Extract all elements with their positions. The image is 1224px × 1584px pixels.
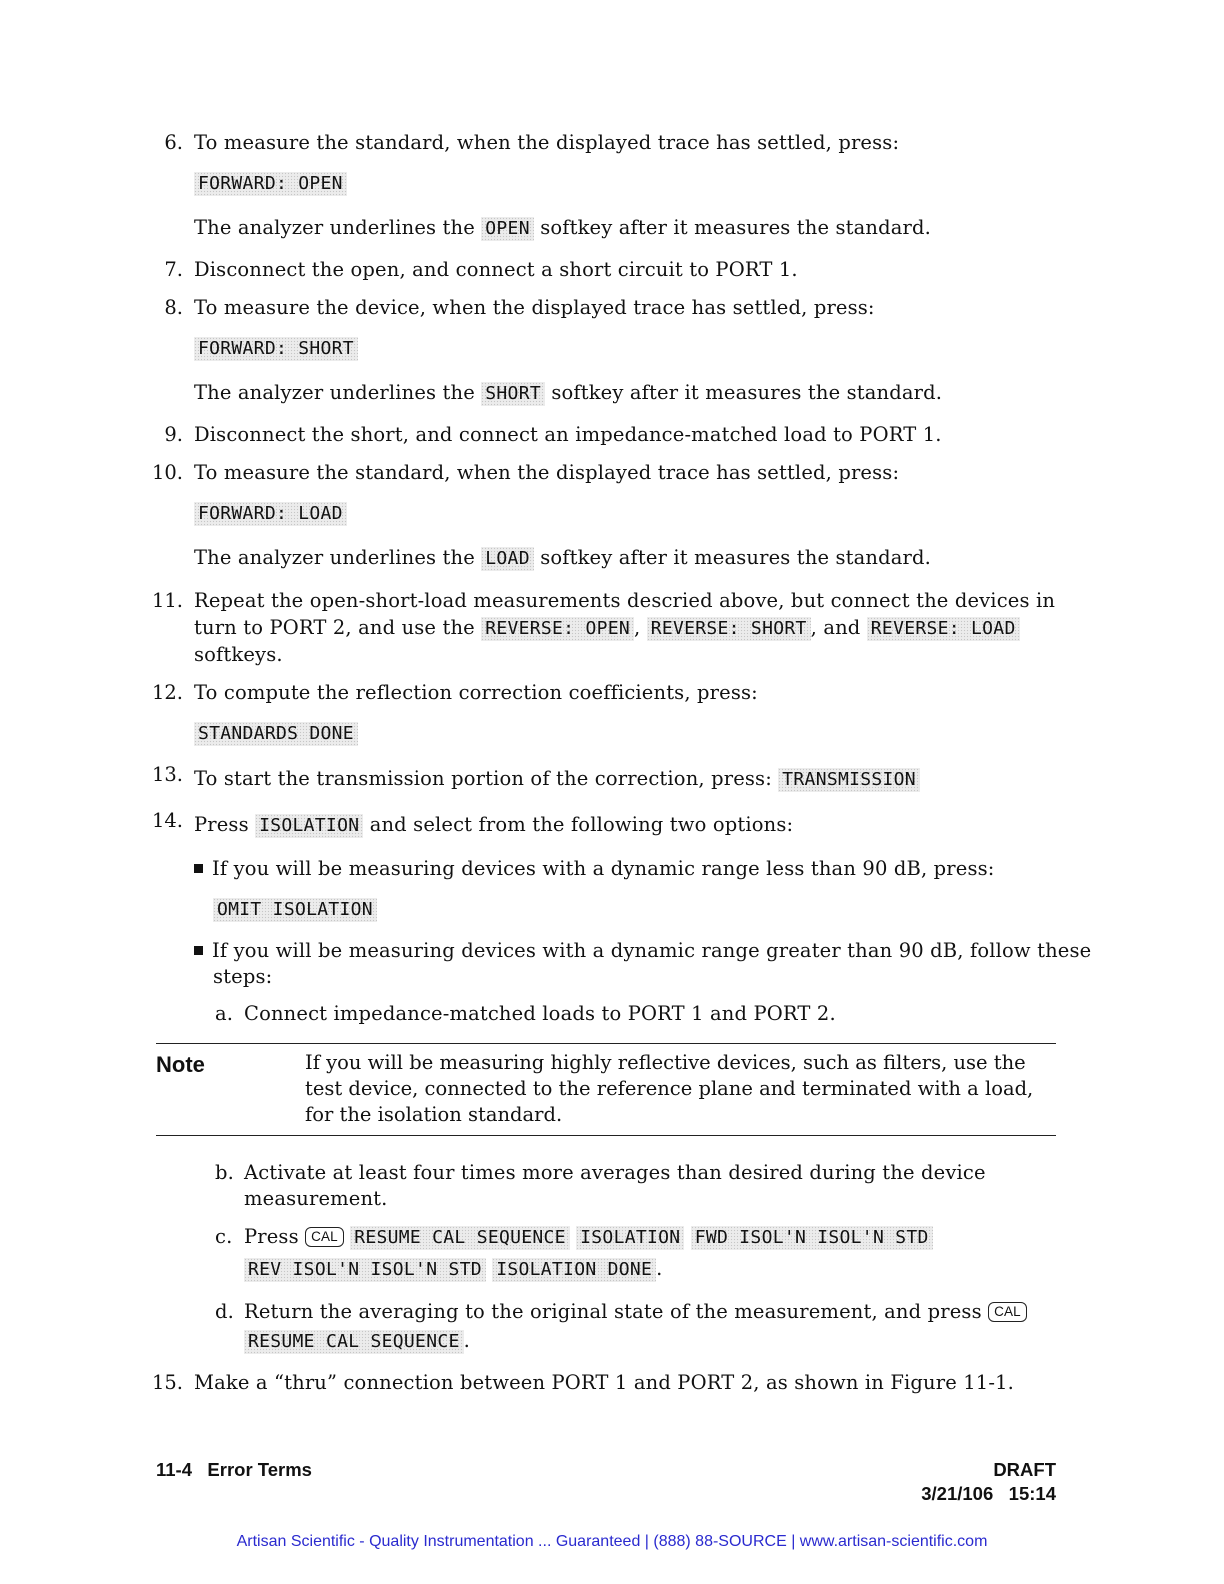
substep-b-line2: measurement.: [244, 1187, 388, 1210]
step-11-line2-pre: turn to PORT 2, and use the: [194, 616, 482, 639]
step-14-bullet-1-key-row: [213, 896, 377, 922]
step-14-bullet-2-line2: steps:: [213, 965, 273, 988]
step-9-text: Disconnect the short, and connect an impedance-matched load to PORT 1.: [194, 423, 942, 446]
softkey-reverse-load[interactable]: REVERSE: LOAD: [867, 617, 1020, 641]
softkey-resume-cal-sequence[interactable]: RESUME CAL SEQUENCE: [244, 1330, 464, 1354]
step-6-key-row: [194, 170, 347, 196]
step-15-text: Make a “thru” connection between PORT 1 and PORT 2, as shown in Figure 11-1.: [194, 1371, 1015, 1394]
step-6-number: 6.: [164, 131, 183, 154]
substep-c-pre: Press: [244, 1225, 306, 1248]
step-12-number: 12.: [151, 681, 183, 704]
draft-date: 3/21/106 15:14: [921, 1483, 1056, 1504]
substep-c-end: .: [656, 1257, 663, 1280]
step-14-pre: Press: [194, 813, 256, 836]
step-11-sep1: ,: [634, 616, 647, 639]
softkey-reverse-short[interactable]: REVERSE: SHORT: [647, 617, 811, 641]
step-10-key-row: [194, 500, 347, 526]
step-10-number: 10.: [151, 461, 183, 484]
softkey-forward-open[interactable]: FORWARD: OPEN: [194, 172, 347, 196]
step-15-number: 15.: [151, 1371, 183, 1394]
page-label: 11-4 Error Terms: [156, 1459, 312, 1480]
substep-d-line1: [244, 1299, 1027, 1325]
step-11-sep2: , and: [810, 616, 867, 639]
step-10-after-post: softkey after it measures the standard.: [533, 546, 931, 569]
step-7-text: Disconnect the open, and connect a short circuit to PORT 1.: [194, 258, 798, 281]
step-8-number: 8.: [164, 296, 183, 319]
cal-hardkey[interactable]: CAL: [305, 1227, 344, 1247]
substep-d-line2: [244, 1328, 470, 1354]
softkey-forward-short[interactable]: FORWARD: SHORT: [194, 337, 358, 361]
step-6-after-pre: The analyzer underlines the: [194, 216, 482, 239]
note-title: Note: [156, 1052, 205, 1077]
step-14-number: 14.: [151, 809, 183, 832]
step-14-bullet-1-text: If you will be measuring devices with a dynamic range less than 90 dB, press:: [212, 857, 995, 880]
softkey-isolation-done[interactable]: ISOLATION DONE: [492, 1258, 656, 1282]
note-top-rule: [156, 1043, 1056, 1044]
step-8-after: [194, 380, 942, 406]
step-13-number: 13.: [151, 763, 183, 786]
step-14-text: [194, 812, 793, 838]
note-bottom-rule: [156, 1135, 1056, 1136]
step-8-after-pre: The analyzer underlines the: [194, 381, 482, 404]
step-10-text: To measure the standard, when the displayed trace has settled, press:: [194, 461, 900, 484]
step-8-after-post: softkey after it measures the standard.: [544, 381, 943, 404]
substep-d-end: .: [463, 1329, 470, 1352]
softkey-omit-isolation[interactable]: OMIT ISOLATION: [213, 898, 377, 922]
substep-c-line1: [244, 1224, 933, 1250]
bullet-icon: [194, 946, 203, 955]
softkey-rev-isoln-std[interactable]: REV ISOL'N ISOL'N STD: [244, 1258, 486, 1282]
softkey-resume-cal-sequence[interactable]: RESUME CAL SEQUENCE: [350, 1226, 570, 1250]
softkey-standards-done[interactable]: STANDARDS DONE: [194, 722, 358, 746]
substep-a-text: Connect impedance-matched loads to PORT 1 and PORT 2.: [244, 1002, 836, 1025]
step-11-line3: softkeys.: [194, 643, 283, 666]
bullet-icon: [194, 864, 203, 873]
substep-c-line2: [244, 1256, 663, 1282]
step-12-text: To compute the reflection correction coefficients, press:: [194, 681, 758, 704]
step-10-after: [194, 545, 931, 571]
softkey-transmission[interactable]: TRANSMISSION: [778, 768, 920, 792]
note-text: If you will be measuring highly reflective devices, such as filters, use the test device, connected to the reference plane and terminated with a load, for the isolation standard.: [305, 1051, 1034, 1126]
substep-d-pre: Return the averaging to the original state of the measurement, and press: [244, 1300, 989, 1323]
step-8-text: To measure the device, when the displayed trace has settled, press:: [194, 296, 875, 319]
step-14-post: and select from the following two options:: [363, 813, 794, 836]
softkey-isolation-menu[interactable]: ISOLATION: [576, 1226, 684, 1250]
step-10-after-pre: The analyzer underlines the: [194, 546, 482, 569]
step-14-bullet-2-line1: If you will be measuring devices with a dynamic range greater than 90 dB, follow these: [212, 939, 1092, 962]
step-6-text: To measure the standard, when the displayed trace has settled, press:: [194, 131, 900, 154]
vendor-footer-link[interactable]: Artisan Scientific - Quality Instrumentation ... Guaranteed | (888) 88-SOURCE | www.artisan-scientific.com: [236, 1533, 988, 1550]
step-6-after-post: softkey after it measures the standard.: [533, 216, 931, 239]
softkey-reverse-open[interactable]: REVERSE: OPEN: [481, 617, 634, 641]
step-11-line2: [194, 615, 1020, 641]
draft-label: DRAFT: [993, 1459, 1056, 1480]
softkey-isolation[interactable]: ISOLATION: [255, 814, 363, 838]
step-6-after: [194, 215, 931, 241]
softkey-forward-load[interactable]: FORWARD: LOAD: [194, 502, 347, 526]
cal-hardkey[interactable]: CAL: [988, 1302, 1027, 1322]
step-11-line1: Repeat the open-short-load measurements descried above, but connect the devices in: [194, 589, 1056, 612]
softkey-fwd-isoln-std[interactable]: FWD ISOL'N ISOL'N STD: [691, 1226, 933, 1250]
softkey-short[interactable]: SHORT: [481, 382, 545, 406]
softkey-load[interactable]: LOAD: [481, 547, 534, 571]
step-9-number: 9.: [164, 423, 183, 446]
step-14-bullet-1: [194, 856, 995, 882]
step-13-text: [194, 766, 920, 792]
step-13-pre: To start the transmission portion of the correction, press:: [194, 767, 779, 790]
substep-b-line1: Activate at least four times more averages than desired during the device: [244, 1161, 986, 1184]
substep-c-label: c.: [215, 1225, 233, 1248]
step-7-number: 7.: [164, 258, 183, 281]
step-11-number: 11.: [151, 589, 183, 612]
substep-a-label: a.: [215, 1002, 234, 1025]
step-14-bullet-2: [194, 938, 1091, 964]
substep-b-label: b.: [215, 1161, 234, 1184]
softkey-open[interactable]: OPEN: [481, 217, 534, 241]
step-8-key-row: [194, 335, 358, 361]
step-12-key-row: [194, 720, 358, 746]
substep-d-label: d.: [215, 1300, 234, 1323]
